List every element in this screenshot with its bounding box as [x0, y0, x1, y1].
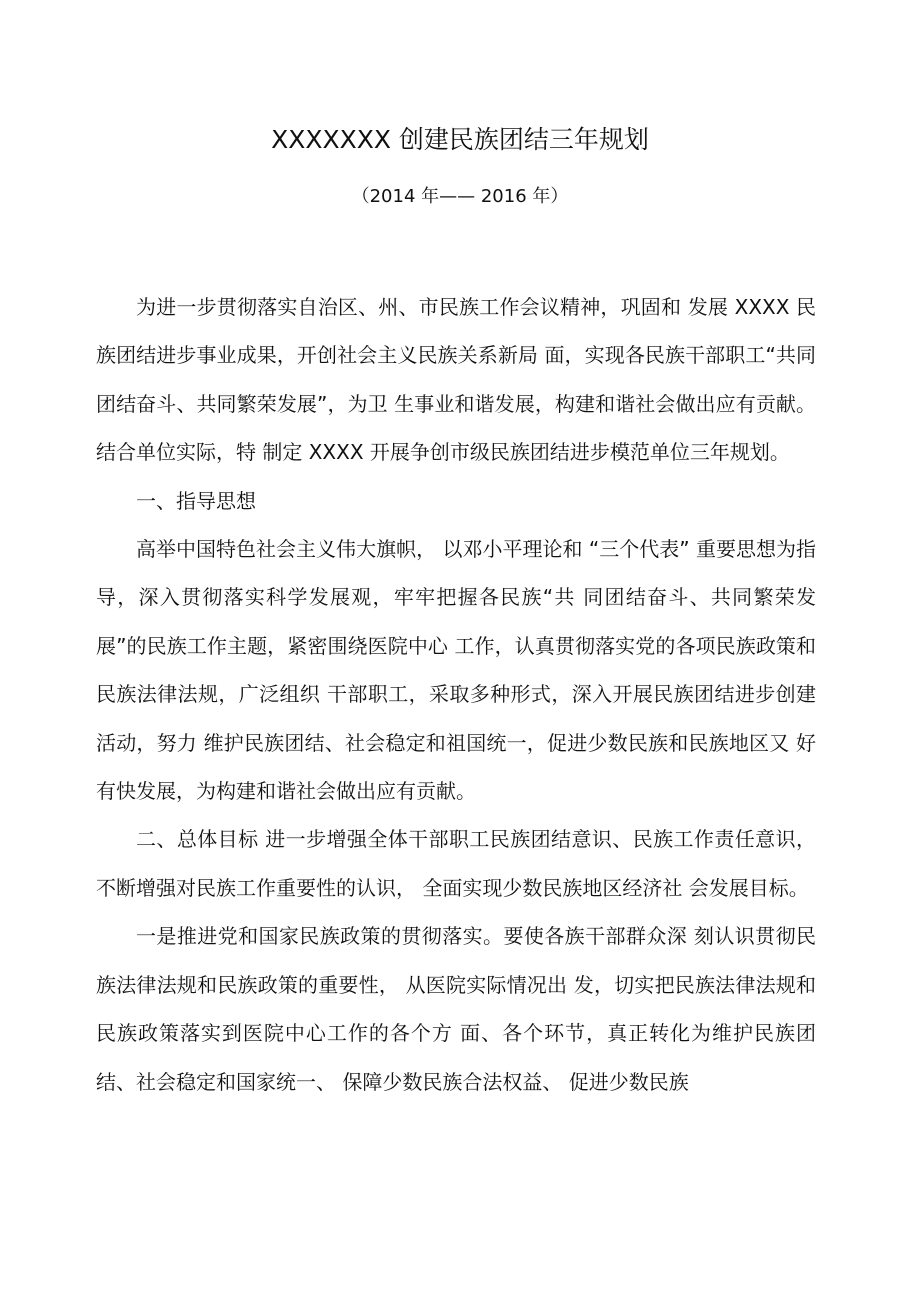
section-heading-guiding-thought: 一、指导思想: [136, 488, 256, 513]
overall-goal-paragraph: 二、总体目标 进一步增强全体干部职工民族团结意识、民族工作责任意识， 不断增强对民族工作重要性的认识， 全面实现少数民族地区经济社 会发展目标。: [96, 827, 816, 900]
intro-paragraph: 为进一步贯彻落实自治区、州、市民族工作会议精神，巩固和 发展 XXXX 民族团结进步事业成果，开创社会主义民族关系新局 面，实现各民族干部职工“共同团结奋斗、共同繁荣发展”，为卫 生事业和谐发展，构建和谐社会做出应有贡献。结合单位实际，特 制定 XXXX 开展争创市级民族团结进步模范单位三年规划。: [96, 295, 816, 465]
document-subtitle: （2014 年—— 2016 年）: [351, 186, 569, 207]
goal-one-paragraph: 一是推进党和国家民族政策的贯彻落实。要使各族干部群众深 刻认识贯彻民族法律法规和民族政策的重要性， 从医院实际情况出 发，切实把民族法律法规和民族政策落实到医院中心工作的各个方 面、各个环节，真正转化为维护民族团结、社会稳定和国家统一、 保障少数民族合法权益、 促进少数民族: [96, 924, 816, 1094]
guiding-thought-paragraph: 高举中国特色社会主义伟大旗帜， 以邓小平理论和 “三个代表” 重要思想为指导，深入贯彻落实科学发展观，牢牢把握各民族“共 同团结奋斗、共同繁荣发展”的民族工作主题，紧密围绕医院中心 工作，认真贯彻落实党的各项民族政策和民族法律法规，广泛组织 干部职工，采取多种形式，深入开展民族团结进步创建活动，努力 维护民族团结、社会稳定和祖国统一，促进少数民族和民族地区又 好有快发展，为构建和谐社会做出应有贡献。: [96, 537, 816, 804]
document-body: [96, 283, 816, 1106]
document-title: XXXXXXX 创建民族团结三年规划: [271, 125, 649, 154]
